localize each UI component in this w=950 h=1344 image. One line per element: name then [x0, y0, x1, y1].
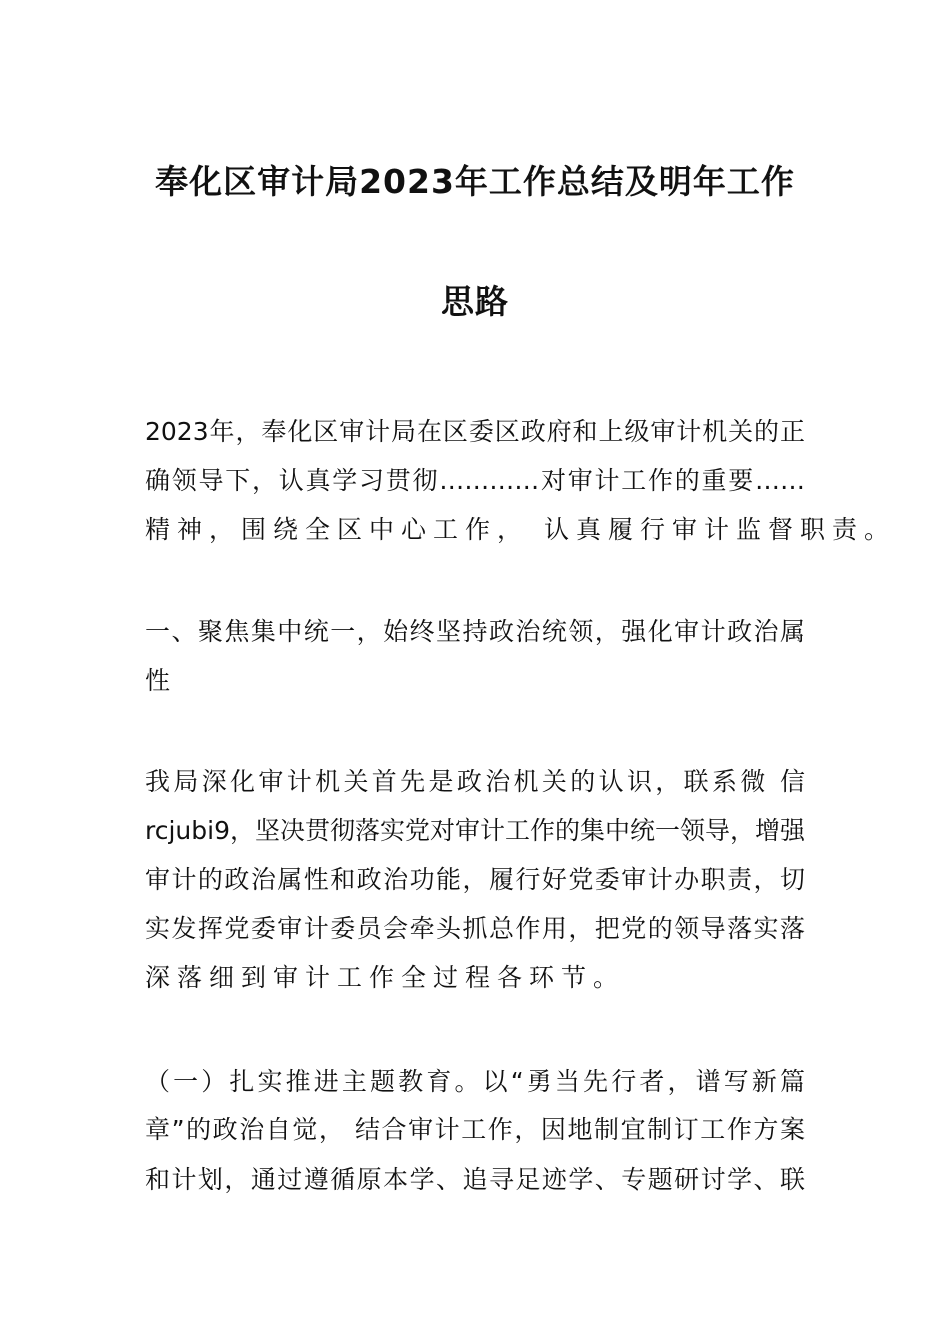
paragraph-line: 确领导下，认真学习贯彻…………对审计工作的重要……	[145, 466, 805, 495]
paragraph-line: （一）扎实推进主题教育。以“勇当先行者，谱写新篇	[145, 1067, 805, 1096]
paragraph-line: 实发挥党委审计委员会牵头抓总作用，把党的领导落实落	[145, 914, 805, 943]
document-title-line-1: 奉化区审计局2023年工作总结及明年工作	[155, 162, 795, 201]
paragraph-line: rcjubi9，坚决贯彻落实党对审计工作的集中统一领导，增强	[145, 816, 805, 845]
paragraph-line: 章”的政治自觉， 结合审计工作，因地制宜制订工作方案	[145, 1115, 805, 1144]
section-heading-line: 一、聚焦集中统一，始终坚持政治统领，强化审计政治属	[145, 617, 805, 646]
section-heading-line: 性	[145, 666, 178, 695]
paragraph-line: 2023年，奉化区审计局在区委区政府和上级审计机关的正	[145, 417, 805, 446]
paragraph-line: 深落细到审计工作全过程各环节。	[145, 963, 626, 992]
paragraph-line: 我局深化审计机关首先是政治机关的认识，联系微 信	[145, 767, 805, 796]
paragraph-line: 审计的政治属性和政治功能，履行好党委审计办职责，切	[145, 865, 805, 894]
document-title-line-2: 思路	[441, 282, 509, 321]
paragraph-line: 和计划，通过遵循原本学、追寻足迹学、专题研讨学、联	[145, 1165, 805, 1194]
paragraph-line: 精神，围绕全区中心工作， 认真履行审计监督职责。	[145, 515, 896, 544]
